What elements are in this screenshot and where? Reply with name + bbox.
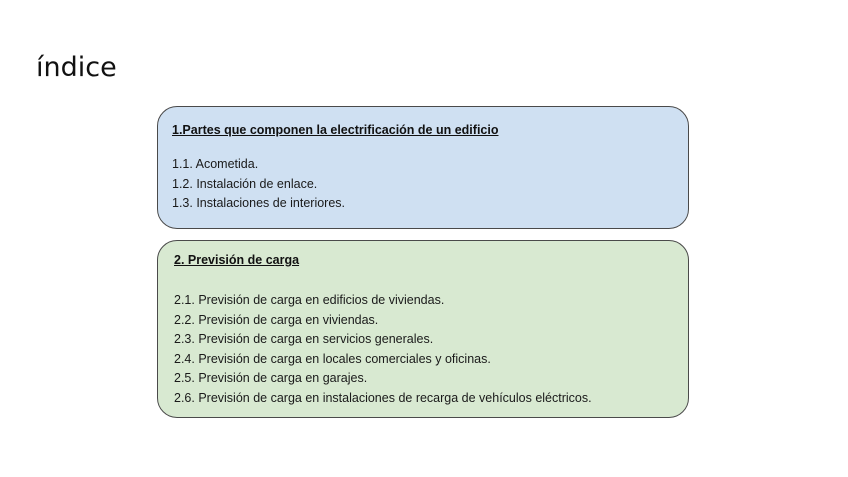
- section-heading-1: 1.Partes que componen la electrificación de un edificio: [172, 123, 499, 137]
- list-item: 2.4. Previsión de carga en locales comerciales y oficinas.: [174, 351, 491, 366]
- list-item: 2.6. Previsión de carga en instalaciones de recarga de vehículos eléctricos.: [174, 390, 592, 405]
- list-item: 2.3. Previsión de carga en servicios generales.: [174, 332, 434, 346]
- list-item: 2.5. Previsión de carga en garajes.: [174, 371, 368, 385]
- section-list-1: [172, 155, 345, 214]
- list-item: 2.1. Previsión de carga en edificios de viviendas.: [174, 293, 445, 307]
- section-box-2: [157, 240, 689, 418]
- list-item: 1.1. Acometida.: [172, 157, 259, 171]
- page-title: índice: [36, 52, 117, 83]
- list-item: 1.2. Instalación de enlace.: [172, 176, 318, 191]
- section-heading-2: 2. Previsión de carga: [174, 253, 300, 267]
- section-list-2: [174, 291, 592, 408]
- section-box-1: [157, 106, 689, 229]
- list-item: 2.2. Previsión de carga en viviendas.: [174, 312, 379, 327]
- list-item: 1.3. Instalaciones de interiores.: [172, 196, 346, 210]
